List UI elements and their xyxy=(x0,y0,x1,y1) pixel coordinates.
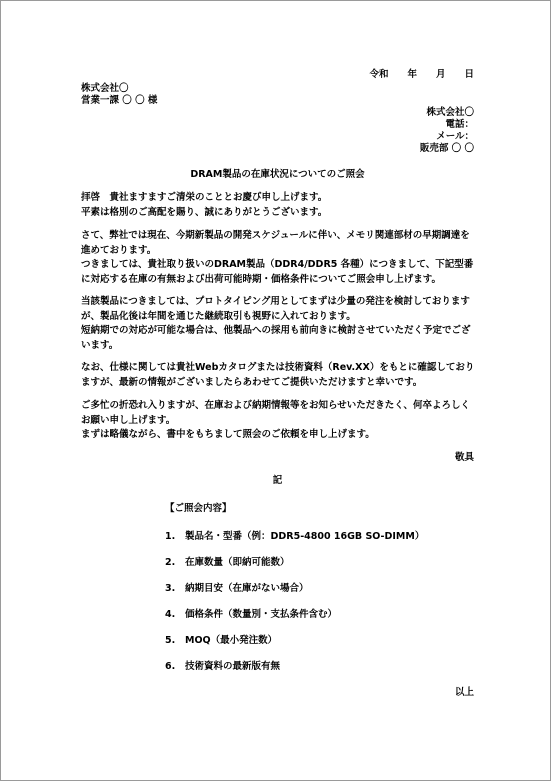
paragraph-line: さて、弊社では現在、今期新製品の開発スケジュールに伴い、メモリ関連部材の早期調達を進めております。 xyxy=(81,230,470,256)
sender-phone: 電話： xyxy=(445,119,474,130)
paragraph-line: つきましては、貴社取り扱いのDRAM製品（DDR4/DDR5 各種）につきまして、下記型番に対応する在庫の有無および出荷可能時期・価格条件についてご照会申し上げます。 xyxy=(81,259,474,285)
paragraph-line: まずは略儀ながら、書中をもちまして照会のご依頼を申し上げます。 xyxy=(81,429,375,440)
inquiry-item xyxy=(165,635,277,647)
paragraph-purpose xyxy=(81,229,479,287)
recipient-company: 株式会社〇 xyxy=(81,83,129,94)
paragraph-line: 当該製品につきましては、プロトタイピング用としてまずは少量の発注を検討しておりますが、製品化後は年間を通じた継続取引も視野に入れております。 xyxy=(81,296,470,322)
end-ijo: 以上 xyxy=(454,687,474,698)
item-text: MOQ（最小発注数） xyxy=(185,635,278,646)
item-number: 5. xyxy=(165,635,176,646)
item-text: 価格条件（数量別・支払条件含む） xyxy=(185,609,338,620)
item-text: 技術資料の最新版有無 xyxy=(185,661,281,672)
sender-email: メール： xyxy=(436,131,474,142)
item-number: 4. xyxy=(165,609,176,620)
paragraph-line: ご多忙の折恐れ入りますが、在庫および納期情報等をお知らせいただきたく、何卒よろしくお願い申し上げます。 xyxy=(81,400,471,426)
inquiry-item xyxy=(165,557,290,569)
item-number: 1. xyxy=(165,531,176,542)
inquiry-item xyxy=(165,531,424,543)
document-subject: DRAM製品の在庫状況についてのご照会 xyxy=(190,169,365,180)
paragraph-line: 拝啓 貴社ますますご清栄のこととお慶び申し上げます。 xyxy=(81,192,328,203)
inquiry-header: 【ご照会内容】 xyxy=(165,503,232,514)
item-text: 納期目安（在庫がない場合） xyxy=(185,583,309,594)
inquiry-item xyxy=(165,661,280,673)
item-number: 2. xyxy=(165,557,176,568)
document-date: 令和 年 月 日 xyxy=(369,69,474,80)
ki-heading: 記 xyxy=(272,475,283,486)
item-text: 製品名・型番（例：DDR5-4800 16GB SO-DIMM） xyxy=(185,531,425,542)
paragraph-line: 平素は格別のご高配を賜り、誠にありがとうございます。 xyxy=(81,206,328,218)
paragraph-greeting xyxy=(81,191,479,220)
paragraph-line: なお、仕様に関しては貴社Webカタログまたは技術資料（Rev.XX）をもとに確認しておりますが、最新の情報がございましたらあわせてご提供いただけますと幸いです。 xyxy=(81,362,475,388)
paragraph-order-plan xyxy=(81,295,479,353)
recipient-person: 営業一課 〇 〇 様 xyxy=(81,95,158,106)
inquiry-item xyxy=(165,583,309,595)
closing-keigu: 敬具 xyxy=(454,452,474,463)
sender-dept: 販売部 〇 〇 xyxy=(419,143,474,154)
paragraph-line: 短納期での対応が可能な場合は、他製品への採用も前向きに検討させていただく予定でございます。 xyxy=(81,325,471,351)
item-number: 6. xyxy=(165,661,176,672)
paragraph-request xyxy=(81,399,479,443)
inquiry-item xyxy=(165,609,337,621)
paragraph-spec-note xyxy=(81,361,479,390)
item-number: 3. xyxy=(165,583,176,594)
item-text: 在庫数量（即納可能数） xyxy=(185,557,290,568)
sender-company: 株式会社〇 xyxy=(426,107,474,118)
